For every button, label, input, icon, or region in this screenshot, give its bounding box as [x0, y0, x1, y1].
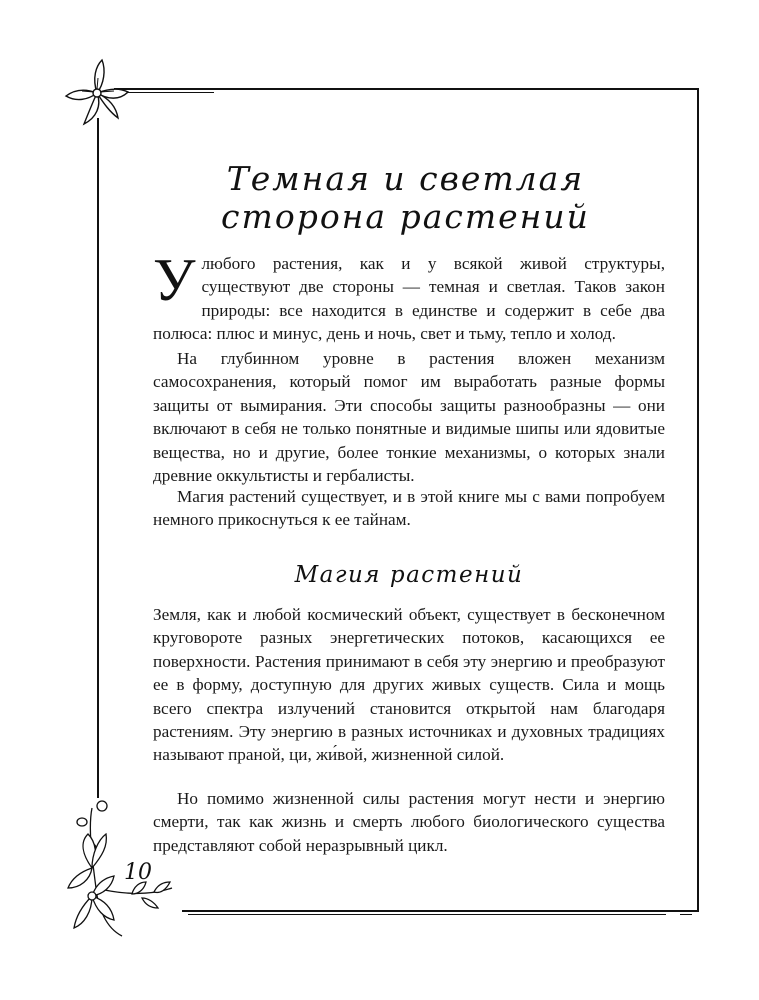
chapter-title-line1: Темная и светлая	[226, 159, 585, 198]
page-number: 10	[124, 860, 152, 885]
lily-flower-icon	[62, 58, 132, 128]
paragraph-earth-energy: Земля, как и любой космический объект, существует в бесконечном круговороте разных энергетических потоков, касающихся ее поверхности. Растения принимают в себя эту энергию и преобразуют ее в форму, доступную для других живых существ. Сила и мощь всего спектра излучений становится открытой нам благодаря растениям. Эту энергию в разных источниках и духовных традициях называют праной, ци, жи́вой, жизненной силой.	[153, 605, 665, 765]
drop-cap: У	[153, 247, 196, 313]
paragraph-death-energy: Но помимо жизненной силы растения могут нести и энергию смерти, так как жизнь и смерть любого биологического существа представляют собой неразрывный цикл.	[153, 789, 665, 855]
chapter-title	[114, 160, 697, 236]
section-subtitle: Магия растений	[294, 562, 524, 588]
frame-bottom-rule	[182, 910, 697, 912]
chapter-title-line2: сторона растений	[221, 197, 590, 236]
frame-left-rule	[97, 118, 99, 798]
frame-bottom-tick	[680, 914, 692, 915]
paragraph-intro	[153, 247, 665, 346]
paragraph-self-preservation: На глубинном уровне в растения вложен механизм самосохранения, который помог им выработать разные формы защиты от вымирания. Эти способы защиты разнообразны — они включают в себя не только понятные и видимые шипы или ядовитые вещества, но и другие, более тонкие механизмы, о которых знали древние оккультисты и гербалисты.	[153, 349, 665, 486]
paragraph-plant-magic-exists: Магия растений существует, и в этой книге мы с вами попробуем немного прикоснуться к ее тайнам.	[153, 487, 665, 530]
frame-right-rule	[697, 88, 699, 912]
frame-top-rule	[114, 88, 699, 90]
frame-bottom-inner-rule	[188, 914, 666, 915]
paragraph-intro-text: любого растения, как и у всякой живой структуры, существуют две стороны — темная и светлая. Таков закон природы: все находится в единстве и содержит в себе два полюса: плюс и минус, день и ночь, свет и тьму, тепло и холод.	[153, 254, 665, 344]
